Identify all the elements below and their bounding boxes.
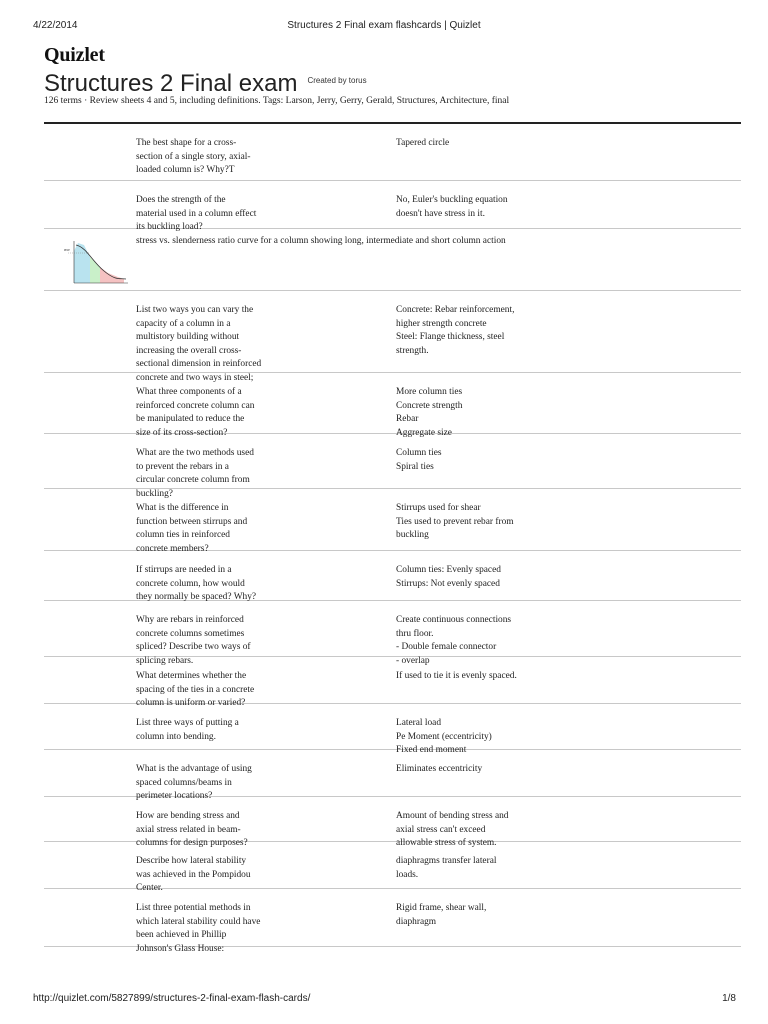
flashcard-definition <box>396 194 526 221</box>
term-line: be manipulated to reduce the <box>136 414 245 425</box>
flashcard-row <box>44 704 741 756</box>
term-line: sectional dimension in reinforced <box>136 359 262 370</box>
flashcard-term <box>136 137 266 178</box>
flashcard-definition <box>136 235 696 249</box>
flashcard-row <box>44 551 741 601</box>
definition-line: Lateral load <box>396 718 442 728</box>
term-line: axial stress related in beam- <box>136 824 241 835</box>
term-line: perimeter locations? <box>136 791 213 802</box>
definition-line: Tapered circle <box>396 138 450 148</box>
term-line: List three ways of putting a <box>136 718 239 728</box>
definition-line: allowable stress of system. <box>396 838 497 849</box>
definition-line: No, Euler's buckling equation <box>396 195 508 205</box>
flashcard-definition <box>396 502 526 543</box>
term-line: its buckling load? <box>136 222 203 233</box>
definition-line: Column ties <box>396 448 442 458</box>
definition-line: Fixed end moment <box>396 745 467 756</box>
definition-line: Concrete strength <box>396 400 463 411</box>
definition-line: diaphragm <box>396 916 437 927</box>
definition-line: Steel: Flange thickness, steel <box>396 332 505 343</box>
created-by[interactable]: Created by torus <box>307 76 367 85</box>
term-line: List three potential methods in <box>136 903 251 913</box>
term-line: List two ways you can vary the <box>136 305 254 315</box>
definition-line: Create continuous connections <box>396 615 512 625</box>
flashcard-term <box>136 564 266 605</box>
flashcard-term <box>136 502 266 556</box>
definition-line: Stirrups used for shear <box>396 503 481 513</box>
definition-line: Pe Moment (eccentricity) <box>396 731 492 742</box>
set-title <box>44 70 367 98</box>
term-line: reinforced concrete column can <box>136 400 255 411</box>
term-line: was achieved in the Pompidou <box>136 869 251 880</box>
flashcard-row <box>44 489 741 554</box>
quizlet-logo[interactable]: Quizlet <box>44 44 105 66</box>
definition-line: stress vs. slenderness ratio curve for a column showing long, intermediate and short column action <box>136 236 506 246</box>
flashcard-row <box>44 797 741 849</box>
term-line: columns for design purposes? <box>136 838 248 849</box>
term-line: What determines whether the <box>136 671 247 681</box>
flashcard-row <box>44 842 741 894</box>
term-line: splicing rebars. <box>136 655 194 666</box>
flashcard-row <box>44 657 741 709</box>
term-line: concrete and two ways in steel; <box>136 372 254 383</box>
definition-line: axial stress can't exceed <box>396 824 486 835</box>
definition-line: Column ties: Evenly spaced <box>396 565 501 575</box>
definition-line: Ties used to prevent rebar from <box>396 516 514 527</box>
term-line: which lateral stability could have <box>136 916 261 927</box>
flashcard-row <box>44 181 741 233</box>
flashcard-term <box>136 902 266 956</box>
definition-line: Aggregate size <box>396 427 452 438</box>
flashcard-row <box>44 229 741 291</box>
flashcard-definition <box>396 386 526 440</box>
flashcard-row <box>44 889 741 954</box>
definition-line: thru floor. <box>396 628 434 639</box>
definition-line: - overlap <box>396 655 430 666</box>
term-line: What are the two methods used <box>136 448 254 458</box>
term-line: been achieved in Phillip <box>136 930 227 941</box>
term-line: increasing the overall cross- <box>136 345 242 356</box>
definition-line: strength. <box>396 345 429 356</box>
stress-slenderness-chart-thumbnail <box>52 233 132 289</box>
definition-line: Rigid frame, shear wall, <box>396 903 487 913</box>
term-line: The best shape for a cross- <box>136 138 237 148</box>
term-line: material used in a column effect <box>136 208 257 219</box>
term-line: section of a single story, axial- <box>136 151 251 162</box>
term-line: multistory building without <box>136 332 240 343</box>
flashcard-definition <box>396 447 526 474</box>
term-line: How are bending stress and <box>136 811 240 821</box>
term-line: What three components of a <box>136 387 242 397</box>
term-line: Johnson's Glass House: <box>136 943 225 954</box>
flashcard-row <box>44 291 741 383</box>
definition-line: buckling <box>396 530 429 541</box>
print-date: 4/22/2014 <box>33 20 78 31</box>
definition-line: Concrete: Rebar reinforcement, <box>396 305 515 315</box>
page-number: 1/8 <box>722 993 736 1004</box>
definition-line: doesn't have stress in it. <box>396 208 485 219</box>
flashcard-row <box>44 124 741 181</box>
flashcard-term <box>136 717 266 744</box>
term-line: column into bending. <box>136 731 216 742</box>
term-line: What is the advantage of using <box>136 764 252 774</box>
flashcard-list <box>44 124 741 954</box>
definition-line: More column ties <box>396 387 463 397</box>
term-line: concrete column, how would <box>136 578 245 589</box>
term-line: concrete members? <box>136 543 209 554</box>
flashcard-definition <box>396 670 526 684</box>
definition-line: higher strength concrete <box>396 318 487 329</box>
set-title-text: Structures 2 Final exam <box>44 70 298 97</box>
term-line: What is the difference in <box>136 503 229 513</box>
definition-line: diaphragms transfer lateral <box>396 856 497 866</box>
flashcard-row <box>44 750 741 802</box>
term-line: spacing of the ties in a concrete <box>136 684 255 695</box>
term-line: loaded column is? Why?T <box>136 165 235 176</box>
flashcard-definition <box>396 763 526 777</box>
term-line: function between stirrups and <box>136 516 248 527</box>
flashcard-row <box>44 434 741 499</box>
term-line: concrete columns sometimes <box>136 628 245 639</box>
flashcard-definition <box>396 304 526 358</box>
print-page-title: Structures 2 Final exam flashcards | Quizlet <box>287 20 481 31</box>
definition-line: If used to tie it is evenly spaced. <box>396 671 517 681</box>
flashcard-definition <box>396 137 526 151</box>
flashcard-definition <box>396 564 526 591</box>
term-line: they normally be spaced? Why? <box>136 592 257 603</box>
term-line: Describe how lateral stability <box>136 856 247 866</box>
term-line: spliced? Describe two ways of <box>136 642 251 653</box>
term-line: Center. <box>136 883 163 894</box>
definition-line: Spiral ties <box>396 461 434 472</box>
thumb-axis-label: σcr <box>64 247 70 252</box>
set-meta: 126 terms · Review sheets 4 and 5, including definitions. Tags: Larson, Jerry, Gerry, Gerald, Structures, Architecture, final <box>44 96 510 106</box>
flashcard-definition <box>396 855 526 882</box>
definition-line: loads. <box>396 869 419 880</box>
print-url: http://quizlet.com/5827899/structures-2-final-exam-flash-cards/ <box>33 993 311 1004</box>
flashcard-definition <box>396 902 526 929</box>
term-line: column ties in reinforced <box>136 530 230 541</box>
term-line: buckling? <box>136 488 173 499</box>
definition-line: Eliminates eccentricity <box>396 764 483 774</box>
definition-line: Amount of bending stress and <box>396 811 509 821</box>
flashcard-row <box>44 601 741 666</box>
term-line: size of its cross-section? <box>136 427 228 438</box>
definition-line: Stirrups: Not evenly spaced <box>396 578 500 589</box>
term-line: column is uniform or varied? <box>136 698 246 709</box>
term-line: Does the strength of the <box>136 195 226 205</box>
flashcard-row <box>44 373 741 438</box>
term-line: If stirrups are needed in a <box>136 565 232 575</box>
definition-line: - Double female connector <box>396 642 497 653</box>
definition-line: Rebar <box>396 414 419 425</box>
term-line: spaced columns/beams in <box>136 777 232 788</box>
term-line: Why are rebars in reinforced <box>136 615 244 625</box>
term-line: to prevent the rebars in a <box>136 461 229 472</box>
flashcard-term <box>136 386 266 440</box>
term-line: circular concrete column from <box>136 475 250 486</box>
term-line: capacity of a column in a <box>136 318 231 329</box>
